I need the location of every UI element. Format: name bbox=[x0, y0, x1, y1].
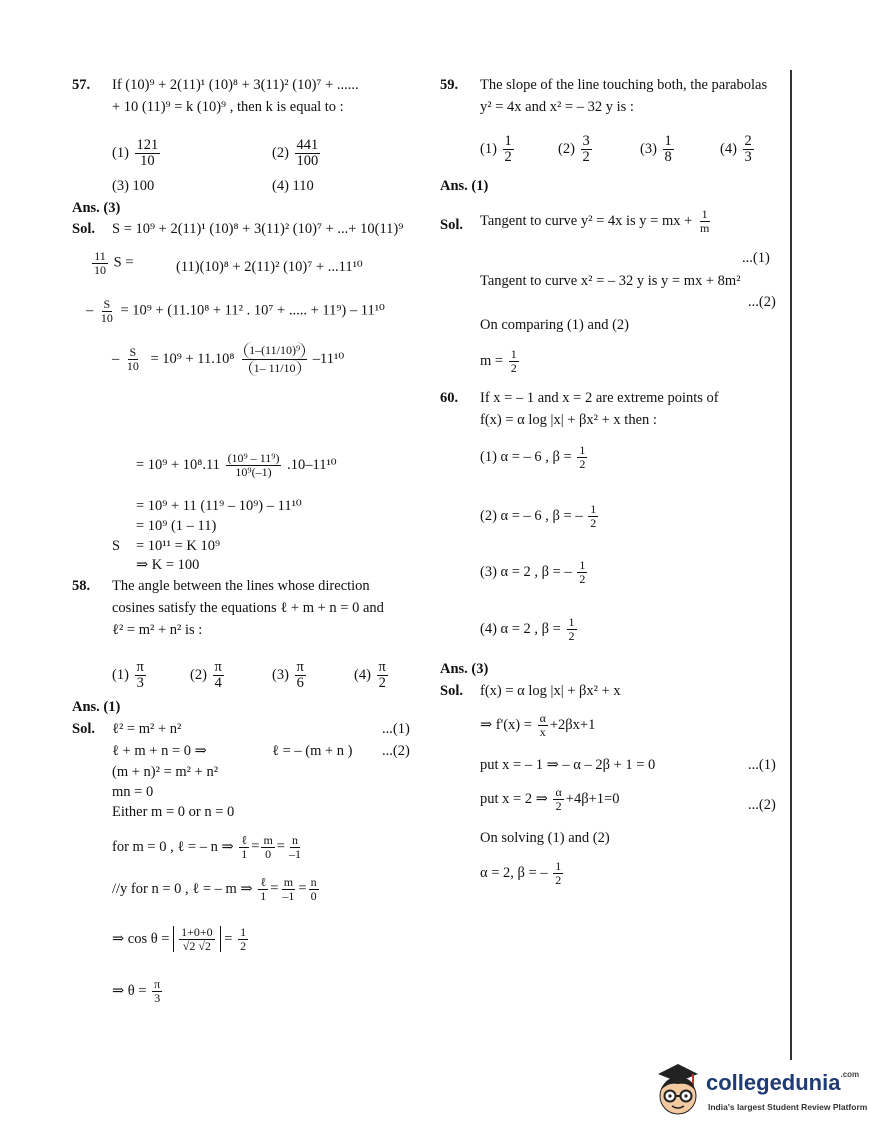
q57-text-line2: + 10 (11)⁹ = k (10)⁹ , then k is equal to : bbox=[112, 99, 344, 115]
q58-answer: Ans. (1) bbox=[72, 699, 121, 715]
q57-sol-line1: S = 10⁹ + 2(11)¹ (10)⁸ + 3(11)² (10)⁷ + ...+ 10(11)⁹ bbox=[112, 221, 404, 237]
q57-number: 57. bbox=[72, 77, 91, 93]
q58-sol-l3: (m + n)² = m² + n² bbox=[112, 764, 219, 780]
q58-sol-l7: //y for n = 0 , ℓ = – m ⇒ $\frac{\text{ℓ}}{1}$ = $\frac{m}{-1}$ = $\frac{n}{0}$ bbox=[112, 875, 317, 903]
q58-sol-l8: ⇒ cos θ = $\frac{1+0+0}{√2 √2}$ = $\frac{1}{2}$ bbox=[112, 925, 247, 953]
q58-option-4: (4) $\frac{\pi}{2}$ bbox=[354, 659, 386, 692]
q60-sol-s6: α = 2, β = – $\frac{1}{2}$ bbox=[480, 859, 562, 887]
q58-sol-l1-tag: ...(1) bbox=[382, 721, 410, 737]
q60-sol-label: Sol. bbox=[440, 683, 463, 699]
q60-sol-s2: ⇒ f'(x) = $\frac{\alpha}{x}$ +2βx+1 bbox=[480, 711, 596, 739]
q58-option-3: (3) $\frac{\pi}{6}$ bbox=[272, 659, 304, 692]
q57-answer: Ans. (3) bbox=[72, 200, 121, 216]
q60-option-3: (3) α = 2 , β = – $\frac{1}{2}$ bbox=[480, 558, 586, 586]
q58-sol-l4: mn = 0 bbox=[112, 784, 154, 800]
q58-number: 58. bbox=[72, 578, 91, 594]
q60-sol-s4: put x = 2 ⇒ $\frac{\alpha}{2}$ +4β+1=0 bbox=[480, 785, 620, 813]
q60-sol-s3: put x = – 1 ⇒ – α – 2β + 1 = 0 bbox=[480, 757, 656, 773]
q60-option-1: (1) α = – 6 , β = $\frac{1}{2}$ bbox=[480, 443, 586, 471]
q59-sol-s2-tag: ...(2) bbox=[748, 294, 776, 310]
q59-sol-s1: Tangent to curve y² = 4x is y = mx + $\frac{1}{m}$ bbox=[480, 207, 710, 235]
q59-sol-s2: Tangent to curve x² = – 32 y is y = mx + 8m² bbox=[480, 273, 741, 289]
q58-text-line3: ℓ² = m² + n² is : bbox=[112, 622, 203, 638]
q59-sol-s3: On comparing (1) and (2) bbox=[480, 317, 629, 333]
q59-sol-s4: m = $\frac{1}{2}$ bbox=[480, 347, 517, 375]
q58-text-line2: cosines satisfy the equations ℓ + m + n = 0 and bbox=[112, 600, 384, 616]
q60-sol-s4-tag: ...(2) bbox=[748, 797, 776, 813]
q60-number: 60. bbox=[440, 390, 459, 406]
q60-sol-s5: On solving (1) and (2) bbox=[480, 830, 610, 846]
q57-sol-line5: = 10⁹ + 10⁸.11 $\frac{\text{(10⁹ – 11⁹)}}{\text{10⁹(–1)}}$ .10–11¹⁰ bbox=[136, 451, 337, 479]
q59-sol-s1-tag: ...(1) bbox=[742, 250, 770, 266]
collegedunia-logo bbox=[648, 1060, 868, 1130]
q58-sol-l2b: ℓ = – (m + n ) bbox=[272, 743, 353, 759]
q57-sol-line8-s: S bbox=[112, 538, 121, 554]
q57-sol-line7: = 10⁹ (1 – 11) bbox=[136, 518, 217, 534]
q57-sol-line2: $\frac{11}{10}$ S = bbox=[94, 249, 134, 277]
q59-option-4: (4) $\frac{2}{3}$ bbox=[720, 133, 752, 166]
q57-text-line1: If (10)⁹ + 2(11)¹ (10)⁸ + 3(11)² (10)⁷ + ...... bbox=[112, 77, 359, 93]
q57-sol-line9: ⇒ K = 100 bbox=[136, 557, 200, 573]
q59-option-1: (1) $\frac{1}{2}$ bbox=[480, 133, 512, 166]
q58-sol-l1: ℓ² = m² + n² bbox=[112, 721, 182, 737]
q57-option-4: (4) 110 bbox=[272, 178, 314, 194]
q57-sol-line4: – $\frac{S}{10}$ = 10⁹ + 11.10⁸ $\frac{\text{1–(11/10)⁹}}{1- 11/10}$ –11¹⁰ bbox=[112, 343, 345, 375]
q57-option-1: (1) $\frac{121}{10}$ bbox=[112, 137, 159, 170]
q59-answer: Ans. (1) bbox=[440, 178, 489, 194]
column-divider bbox=[790, 70, 792, 1060]
q57-sol-line6: = 10⁹ + 11 (11⁹ – 10⁹) – 11¹⁰ bbox=[136, 498, 302, 514]
q58-sol-l9: ⇒ θ = $\frac{\pi}{3}$ bbox=[112, 977, 161, 1005]
brand-tagline: India's largest Student Review Platform bbox=[708, 1102, 868, 1112]
q60-sol-s1: f(x) = α log |x| + βx² + x bbox=[480, 683, 621, 699]
q59-sol-label: Sol. bbox=[440, 217, 463, 233]
q57-sol-line3: – $\frac{S}{10}$ = 10⁹ + (11.10⁸ + 11² . 10⁷ + ..... + 11⁹) – 11¹⁰ bbox=[86, 297, 385, 325]
q57-sol-line8: = 10¹¹ = K 10⁹ bbox=[136, 538, 221, 554]
q58-sol-label: Sol. bbox=[72, 721, 95, 737]
q60-text-line2: f(x) = α log |x| + βx² + x then : bbox=[480, 412, 657, 428]
student-mascot-icon bbox=[648, 1060, 704, 1124]
q60-text-line1: If x = – 1 and x = 2 are extreme points of bbox=[480, 390, 719, 406]
q58-sol-l2-tag: ...(2) bbox=[382, 743, 410, 759]
q58-option-1: (1) $\frac{\pi}{3}$ bbox=[112, 659, 144, 692]
q58-sol-l2a: ℓ + m + n = 0 ⇒ bbox=[112, 743, 207, 759]
q57-sol-label: Sol. bbox=[72, 221, 95, 237]
q60-answer: Ans. (3) bbox=[440, 661, 489, 677]
q59-text-line2: y² = 4x and x² = – 32 y is : bbox=[480, 99, 634, 115]
q60-option-4: (4) α = 2 , β = $\frac{1}{2}$ bbox=[480, 615, 575, 643]
q57-sol-line2-rhs: (11)(10)⁸ + 2(11)² (10)⁷ + ...11¹⁰ bbox=[176, 259, 363, 275]
q59-option-2: (2) $\frac{3}{2}$ bbox=[558, 133, 590, 166]
q58-option-2: (2) $\frac{\pi}{4}$ bbox=[190, 659, 222, 692]
q58-text-line1: The angle between the lines whose direction bbox=[112, 578, 370, 594]
q59-text-line1: The slope of the line touching both, the parabolas bbox=[480, 77, 768, 93]
q59-number: 59. bbox=[440, 77, 459, 93]
q59-option-3: (3) $\frac{1}{8}$ bbox=[640, 133, 672, 166]
q58-sol-l5: Either m = 0 or n = 0 bbox=[112, 804, 235, 820]
q60-option-2: (2) α = – 6 , β = – $\frac{1}{2}$ bbox=[480, 502, 597, 530]
q60-sol-s3-tag: ...(1) bbox=[748, 757, 776, 773]
brand-name: collegedunia$^{.com}$ bbox=[706, 1070, 860, 1095]
q57-option-2: (2) $\frac{441}{100}$ bbox=[272, 137, 319, 170]
q58-sol-l6: for m = 0 , ℓ = – n ⇒ $\frac{\text{ℓ}}{1}$ = $\frac{m}{0}$ = $\frac{n}{-1}$ bbox=[112, 833, 301, 861]
q57-option-3: (3) 100 bbox=[112, 178, 155, 194]
